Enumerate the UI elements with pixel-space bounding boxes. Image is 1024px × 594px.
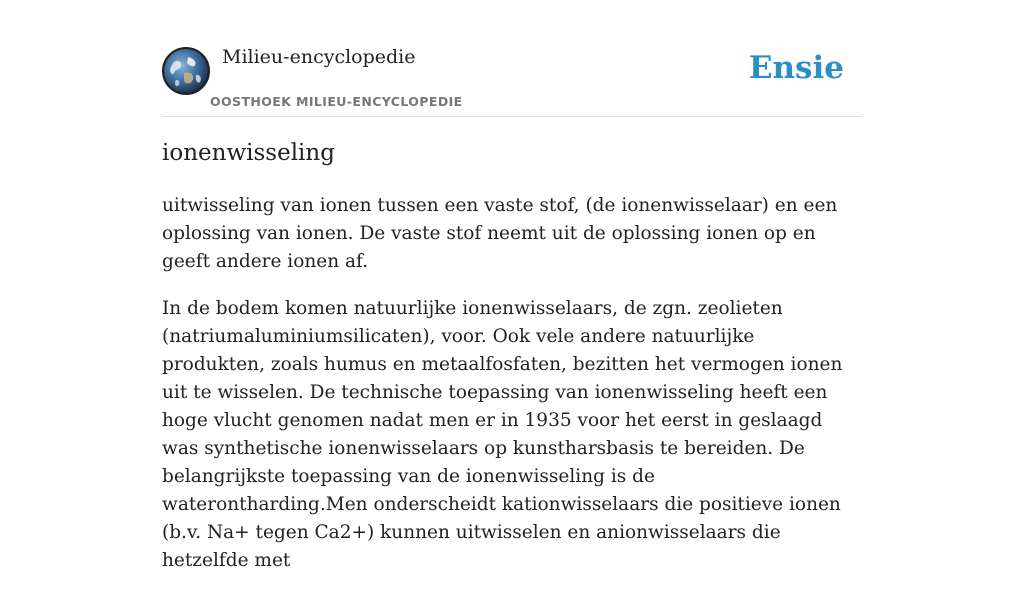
site-title[interactable]: Milieu-encyclopedie <box>222 46 416 68</box>
page-container <box>162 0 862 571</box>
article-paragraph: uitwisseling van ionen tussen een vaste stof, (de ionenwisselaar) en een oplossing van ionen. De vaste stof neemt uit de oplossing ionen op en geeft andere ionen af. <box>162 195 838 272</box>
earth-globe-icon[interactable] <box>162 47 210 95</box>
site-subtitle[interactable]: OOSTHOEK MILIEU-ENCYCLOPEDIE <box>210 94 463 109</box>
brand-logo[interactable]: Ensie <box>748 50 844 86</box>
article-paragraph: In de bodem komen natuurlijke ionenwisselaars, de zgn. zeolieten (natriumaluminiumsilicaten), voor. Ook vele andere natuurlijke produkten, zoals humus en metaalfosfaten, bezitten het vermogen ionen uit te wisselen. De technische toepassing van ionenwisseling heeft een hoge vlucht genomen nadat men er in 1935 voor het eerst in geslaagd was synthetische ionenwisselaars op kunstharsbasis te bereiden. De belangrijkste toepassing van de ionenwisseling is de waterontharding.Men onderscheidt kationwisselaars die positieve ionen (b.v. Na+ tegen Ca2+) kunnen uitwisselen en anionwisselaars die hetzelfde met <box>162 298 843 571</box>
article-body <box>162 192 862 594</box>
site-header <box>162 0 862 117</box>
page-title: ionenwisseling <box>162 140 335 166</box>
